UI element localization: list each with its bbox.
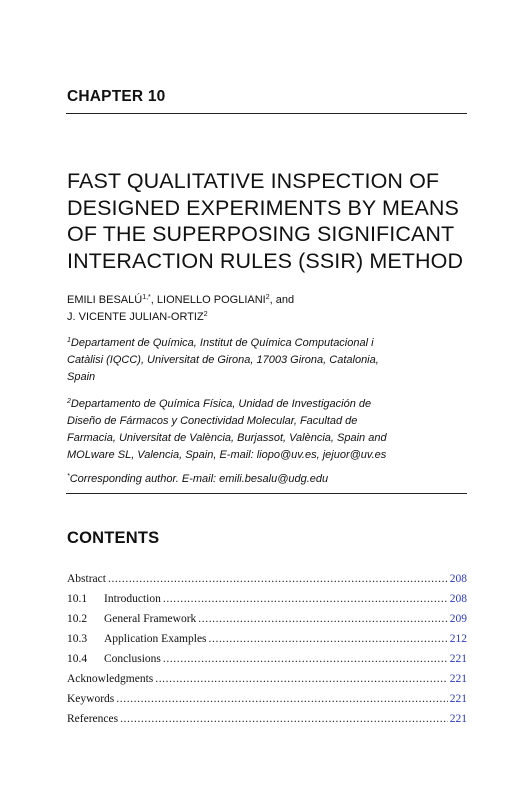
toc-page-link[interactable]: 221: [449, 653, 467, 665]
toc-entry-acknowledgments[interactable]: [67, 673, 467, 693]
toc-entry-conclusions[interactable]: [67, 653, 467, 673]
author-affiliation-mark: 1,*: [142, 294, 151, 301]
affiliation-text: Departament de Química, Institut de Química Computacional i: [70, 337, 374, 349]
bottom-rule: [66, 493, 467, 494]
toc-entry-abstract[interactable]: [67, 573, 467, 593]
toc-entry-number: 10.2: [67, 613, 88, 625]
toc-entry-references[interactable]: [67, 713, 467, 733]
toc-entry-title: References: [67, 713, 119, 725]
corresponding-text: Corresponding author. E-mail: emili.besalu@udg.edu: [69, 473, 329, 485]
table-of-contents: [67, 573, 467, 733]
corresponding-author-note: [67, 471, 467, 488]
affiliation-line: Spain: [67, 371, 96, 383]
toc-page-link[interactable]: 221: [449, 713, 467, 725]
toc-entry-title: Keywords: [67, 693, 115, 705]
author-affiliation-mark: 2: [203, 311, 208, 318]
toc-leader-dots: [163, 653, 448, 666]
author-line: [67, 292, 467, 309]
affiliation-mark: 2: [67, 398, 71, 405]
title-line: DESIGNED EXPERIMENTS BY MEANS: [67, 195, 459, 220]
affiliation-line: [67, 335, 467, 352]
toc-entry-application-examples[interactable]: [67, 633, 467, 653]
author-separator: , and: [269, 294, 295, 306]
top-rule: [66, 113, 467, 114]
affiliation-mark: 1: [67, 337, 71, 344]
affiliation-line: [67, 396, 467, 413]
toc-entry-title: General Framework: [104, 613, 197, 625]
toc-entry-general-framework[interactable]: [67, 613, 467, 633]
toc-entry-introduction[interactable]: [67, 593, 467, 613]
title-line: INTERACTION RULES (SSIR) METHOD: [67, 248, 464, 273]
toc-entry-title: Conclusions: [104, 653, 161, 665]
affiliation-2: [67, 396, 467, 464]
toc-page-link[interactable]: 221: [449, 673, 467, 685]
toc-entry-title: Acknowledgments: [67, 673, 154, 685]
toc-leader-dots: [116, 693, 447, 706]
author-name: LIONELLO POGLIANI: [156, 294, 266, 306]
author-name: EMILI BESALÚ: [67, 294, 143, 306]
toc-entry-number: 10.1: [67, 593, 88, 605]
affiliation-line: Farmacia, Universitat de València, Burjassot, València, Spain and: [67, 432, 387, 444]
toc-entry-keywords[interactable]: [67, 693, 467, 713]
toc-leader-dots: [163, 593, 448, 606]
author-separator: ,: [150, 294, 157, 306]
affiliation-line: MOLware SL, Valencia, Spain, E-mail: liopo@uv.es, jejuor@uv.es: [67, 449, 387, 461]
toc-entry-title: Introduction: [104, 593, 161, 605]
affiliation-line: Catàlisi (IQCC), Universitat de Girona, 17003 Girona, Catalonia,: [67, 354, 379, 366]
author-line: [67, 309, 467, 326]
toc-entry-number: 10.3: [67, 633, 88, 645]
toc-entry-title: Abstract: [67, 573, 106, 585]
toc-page-link[interactable]: 212: [449, 633, 467, 645]
corresponding-mark: *: [67, 473, 70, 480]
toc-page-link[interactable]: 208: [449, 573, 467, 585]
toc-page-link[interactable]: 221: [449, 693, 467, 705]
toc-entry-number: 10.4: [67, 653, 88, 665]
chapter-title: [67, 168, 487, 274]
affiliation-line: Diseño de Fármacos y Conectividad Molecular, Facultad de: [67, 415, 358, 427]
chapter-label: CHAPTER 10: [67, 88, 166, 105]
contents-heading: CONTENTS: [67, 529, 160, 547]
author-name: J. VICENTE JULIAN-ORTIZ: [67, 311, 204, 323]
author-list: [67, 292, 467, 326]
author-affiliation-mark: 2: [265, 294, 270, 301]
toc-leader-dots: [155, 673, 448, 686]
title-line: OF THE SUPERPOSING SIGNIFICANT: [67, 222, 455, 246]
toc-page-link[interactable]: 208: [449, 593, 467, 605]
toc-leader-dots: [198, 613, 447, 626]
affiliation-text: Departamento de Química Física, Unidad de Investigación de: [70, 398, 372, 410]
toc-leader-dots: [108, 573, 448, 586]
toc-leader-dots: [120, 713, 448, 726]
toc-page-link[interactable]: 209: [449, 613, 467, 625]
affiliation-1: [67, 335, 467, 386]
toc-leader-dots: [209, 633, 448, 646]
toc-entry-title: Application Examples: [104, 633, 207, 645]
title-line: FAST QUALITATIVE INSPECTION OF: [67, 169, 440, 193]
